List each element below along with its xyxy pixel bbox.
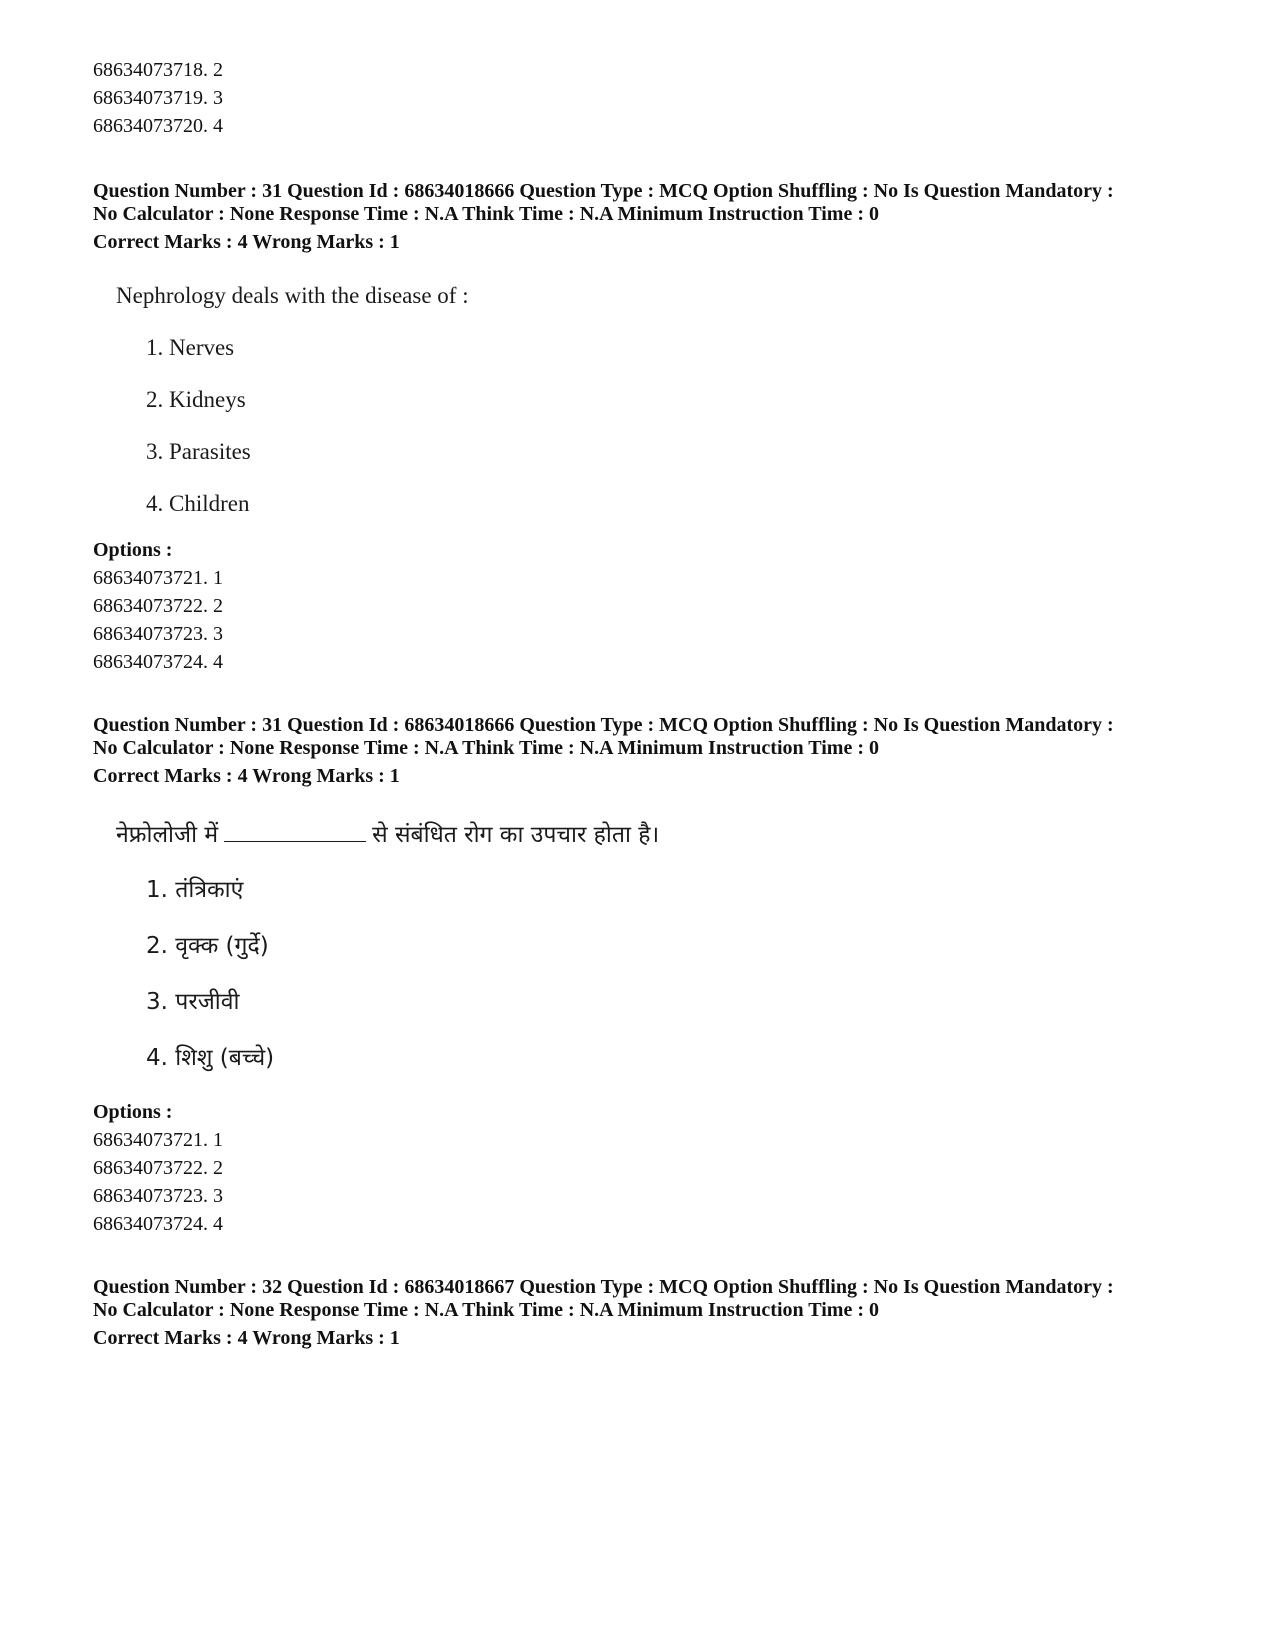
q31-hi-option-4: 68634073724. 4 xyxy=(93,1213,223,1235)
prev-option-3: 68634073720. 4 xyxy=(93,115,223,137)
q31-hi-option-3: 68634073723. 3 xyxy=(93,1185,223,1207)
q31-option-3: 68634073723. 3 xyxy=(93,623,223,645)
q31-hi-marks: Correct Marks : 4 Wrong Marks : 1 xyxy=(93,765,400,787)
q32-marks: Correct Marks : 4 Wrong Marks : 1 xyxy=(93,1327,400,1349)
q31-marks: Correct Marks : 4 Wrong Marks : 1 xyxy=(93,231,400,253)
q31-hi-question-before: नेफ्रोलोजी में xyxy=(116,822,219,848)
q31-hi-options-label: Options : xyxy=(93,1101,173,1123)
q32-header-line1: Question Number : 32 Question Id : 68634018667 Question Type : MCQ Option Shuffling : No Is Question Mandatory : xyxy=(93,1276,1114,1298)
q31-hi-choice-2: 2. वृक्क (गुर्दे) xyxy=(146,933,269,959)
q31-header-line2: No Calculator : None Response Time : N.A Think Time : N.A Minimum Instruction Time : 0 xyxy=(93,203,879,225)
q31-header-line1: Question Number : 31 Question Id : 68634018666 Question Type : MCQ Option Shuffling : No Is Question Mandatory : xyxy=(93,180,1114,202)
q31-option-4: 68634073724. 4 xyxy=(93,651,223,673)
q31-choice-1: 1. Nerves xyxy=(146,335,235,360)
prev-option-2: 68634073719. 3 xyxy=(93,87,223,109)
q31-hi-question-after: से संबंधित रोग का उपचार होता है। xyxy=(372,822,660,848)
q31-hi-header-line1: Question Number : 31 Question Id : 68634018666 Question Type : MCQ Option Shuffling : No Is Question Mandatory : xyxy=(93,714,1114,736)
q32-header-line2: No Calculator : None Response Time : N.A Think Time : N.A Minimum Instruction Time : 0 xyxy=(93,1299,879,1321)
q31-hi-header-line2: No Calculator : None Response Time : N.A Think Time : N.A Minimum Instruction Time : 0 xyxy=(93,737,879,759)
q31-option-1: 68634073721. 1 xyxy=(93,567,223,589)
q31-hi-choice-4: 4. शिशु (बच्चे) xyxy=(146,1045,275,1071)
q31-choice-2: 2. Kidneys xyxy=(146,387,246,412)
q31-choice-4: 4. Children xyxy=(146,491,250,516)
q31-hi-option-2: 68634073722. 2 xyxy=(93,1157,223,1179)
prev-option-1: 68634073718. 2 xyxy=(93,59,223,81)
q31-choice-3: 3. Parasites xyxy=(146,439,251,464)
q31-hi-option-1: 68634073721. 1 xyxy=(93,1129,223,1151)
fill-in-blank xyxy=(224,819,366,842)
q31-hi-choice-1: 1. तंत्रिकाएं xyxy=(146,877,244,903)
q31-hi-choice-3: 3. परजीवी xyxy=(146,989,240,1015)
q31-question-text: Nephrology deals with the disease of : xyxy=(116,283,469,308)
q31-option-2: 68634073722. 2 xyxy=(93,595,223,617)
q31-hi-question-text xyxy=(116,819,659,850)
q31-options-label: Options : xyxy=(93,539,173,561)
